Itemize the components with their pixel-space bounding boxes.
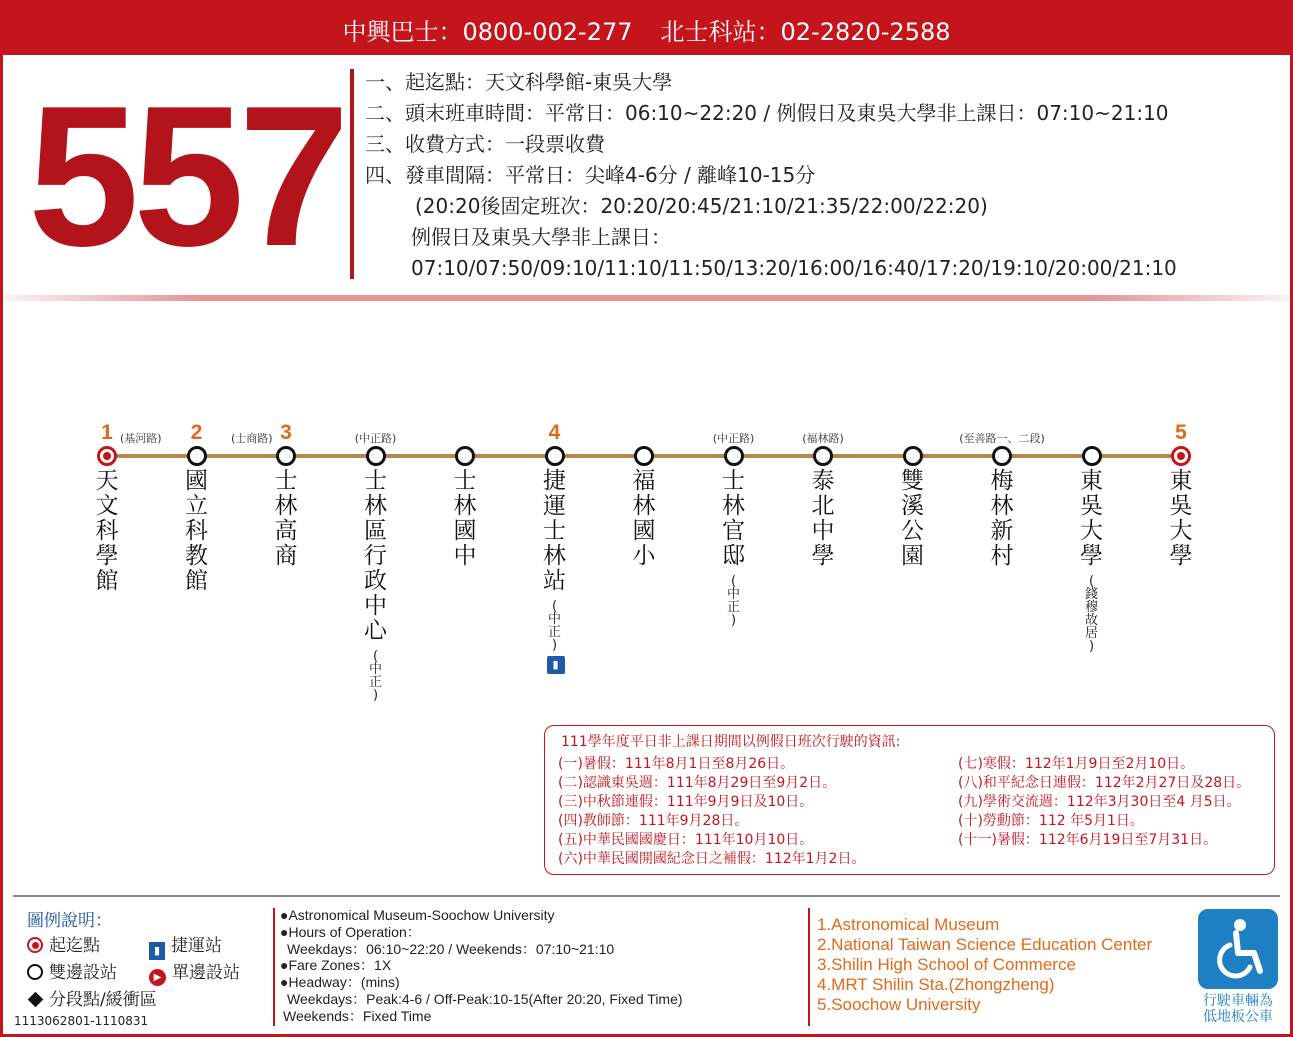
holiday-item: (二)認識東吳週：111年8月29日至9月2日。 [558,775,837,791]
stop-road-label: (士商路) [231,432,273,445]
stop-number: 1 [101,421,113,444]
holiday-list-left [558,755,865,869]
route-stop [599,3,689,703]
legend-section-point [27,985,157,1010]
terminal-stop-icon [97,446,117,466]
holiday-item: (六)中華民國開國紀念日之補假：112年1月2日。 [558,851,866,867]
mrt-icon: ▮ [149,942,165,960]
route-stop [152,3,242,703]
operator-phone: 中興巴士：0800-002-277 [342,17,633,46]
terminal-stop-icon [27,937,43,953]
stop-circle-icon [545,446,565,466]
route-stop [510,3,600,703]
holiday-item: (一)暑假：111年8月1日至8月26日。 [558,756,795,772]
holiday-item: (八)和平紀念日連假：112年2月27日及28日。 [958,775,1251,791]
stop-name: 東 吳 大 學 [1080,468,1103,569]
stop-number: 4 [548,421,561,444]
stop-road-label: (中正路) [712,432,755,445]
terminal-stop-icon [1171,446,1191,466]
mrt-icon: ▮ [547,656,565,674]
english-stop: 2.National Taiwan Science Education Center [817,935,1153,954]
english-info-line: Weekdays：Peak:4-6 / Off-Peak:10-15(After 20:20, Fixed Time) [287,990,683,1007]
route-stop [1136,3,1226,703]
stop-number: 3 [280,421,292,444]
legend-label: 分段點/緩衝區 [49,990,157,1010]
stop-name: 雙 溪 公 園 [901,468,924,569]
low-floor-line2: 低地板公車 [1203,1009,1273,1025]
stop-name: 東 吳 大 學 [1169,468,1193,569]
english-stop: 5.Soochow University [817,995,981,1014]
english-info-line: Weekends：Fixed Time [283,1007,432,1024]
footer-separator [808,908,810,1026]
route-stop [231,3,331,703]
english-stop: 4.MRT Shilin Sta.(Zhongzheng) [817,975,1055,994]
legend-label: 雙邊設站 [49,963,117,983]
english-stop-list [817,915,1152,1015]
stop-sub-label: ( 中 正 ) [726,574,740,628]
stop-number: 2 [190,421,203,444]
stop-road-label: (基河路) [120,432,162,445]
stop-sub-label: ( 中 正 ) [368,649,382,703]
low-floor-line1: 行駛車輛為 [1203,993,1273,1009]
route-stop [957,3,1047,703]
route-stop [868,3,958,703]
footer-separator [273,908,275,1026]
station-phone: 北士科站：02-2820-2588 [660,17,951,46]
english-info-line: ●Headway：(mins) [280,974,400,991]
holiday-list-right [958,755,1250,850]
english-info-line: Weekdays：06:10~22:20 / Weekends：07:10~21:10 [287,940,615,957]
holiday-title: 111學年度平日非上課日期間以例假日班次行駛的資訊: [561,734,901,750]
legend-mrt [149,931,222,960]
notice-code: 1113062801-1110831 [14,1014,149,1028]
stop-circle-icon [724,446,744,466]
stop-road-label: (至善路一、二段) [959,432,1045,445]
english-stop: 3.Shilin High School of Commerce [817,955,1076,974]
english-info [280,907,683,1025]
stop-name: 士 林 高 商 [274,468,298,569]
english-stop: 1.Astronomical Museum [817,915,1000,934]
stop-circle-icon [813,446,833,466]
english-info-line: ●Hours of Operation： [280,923,421,940]
stop-name: 梅 林 新 村 [990,468,1014,569]
diamond-icon [28,992,44,1008]
route-stop [778,3,868,703]
info-endpoints: 一、起迄點：天文科學館-東吳大學 [365,70,673,94]
legend-title: 圖例說明： [27,911,112,931]
stop-name: 天 文 科 學 館 [95,468,119,594]
holiday-item: (七)寒假：112年1月9日至2月10日。 [958,756,1195,772]
stop-name: 士 林 區 行 政 中 心 [364,468,387,644]
wheelchair-icon [1198,909,1278,989]
legend [27,906,240,1010]
info-weekend-times: 07:10/07:50/09:10/11:10/11:50/13:20/16:00/16:40/17:20/19:10/20:00/21:10 [411,256,1177,280]
legend-label: 起迄點 [49,936,100,956]
one-way-stop-icon: ▶ [149,969,166,986]
legend-both-sides [27,958,117,983]
footer-divider [13,895,1280,897]
info-fare: 三、收費方式：一段票收費 [365,132,605,156]
route-stop [420,3,510,703]
route-stop [1047,3,1137,703]
holiday-item: (四)教師節：111年9月28日。 [558,813,749,829]
stop-sub-label: ( 中 正 ) [547,599,561,653]
stop-road-label: (中正路) [354,432,397,445]
legend-label: 單邊設站 [172,963,240,983]
holiday-item: (三)中秋節連假：111年9月9日及10日。 [558,794,814,810]
stop-name: 泰 北 中 學 [811,468,835,569]
stop-name: 士 林 國 中 [453,468,477,569]
holiday-item: (十一)暑假：112年6月19日至7月31日。 [958,832,1218,848]
holiday-schedule-box [544,725,1275,875]
info-weekend-label: 例假日及東吳大學非上課日： [411,225,671,249]
stop-circle-icon [903,446,923,466]
stop-name: 福 林 國 小 [632,468,656,569]
info-hours: 二、頭末班車時間：平常日：06:10~22:20 / 例假日及東吳大學非上課日：07:10~21:10 [365,101,1169,125]
stop-circle-icon [1082,446,1102,466]
legend-label: 捷運站 [171,936,222,956]
stop-circle-icon [187,446,207,466]
legend-one-side [149,958,240,986]
route-stop [331,3,421,703]
stop-circle-icon [634,446,654,466]
route-number: 557 [28,65,344,288]
info-fixed-times: (20:20後固定班次：20:20/20:45/21:10/21:35/22:00/22:20) [415,194,988,218]
holiday-item: (十)勞動節：112 年5月1日。 [958,813,1144,829]
english-info-line: ●Astronomical Museum-Soochow University [280,907,555,923]
low-floor-notice [1195,909,1281,1025]
stop-name: 捷 運 士 林 站 [543,468,566,594]
stop-circle-icon [276,446,296,466]
stop-sub-label: ( 錢 穆 故 居 ) [1084,574,1098,654]
stop-circle-icon [455,446,475,466]
holiday-item: (九)學術交流週：112年3月30日至4 月5日。 [958,794,1241,810]
stop-name: 士 林 官 邸 [722,468,745,569]
english-info-line: ●Fare Zones：1X [280,957,392,974]
holiday-item: (五)中華民國國慶日：111年10月10日。 [558,832,814,848]
route-stop [689,3,779,703]
stop-circle-icon [992,446,1012,466]
stop-road-label: (福林路) [802,432,844,445]
stop-name: 國 立 科 教 館 [185,468,208,594]
info-headway: 四、發車間隔：平常日：尖峰4-6分 / 離峰10-15分 [365,163,816,187]
stop-circle-icon [366,446,386,466]
two-way-stop-icon [27,964,43,980]
legend-start-end [27,931,100,956]
stop-number: 5 [1175,421,1187,444]
route-stop [62,3,162,703]
